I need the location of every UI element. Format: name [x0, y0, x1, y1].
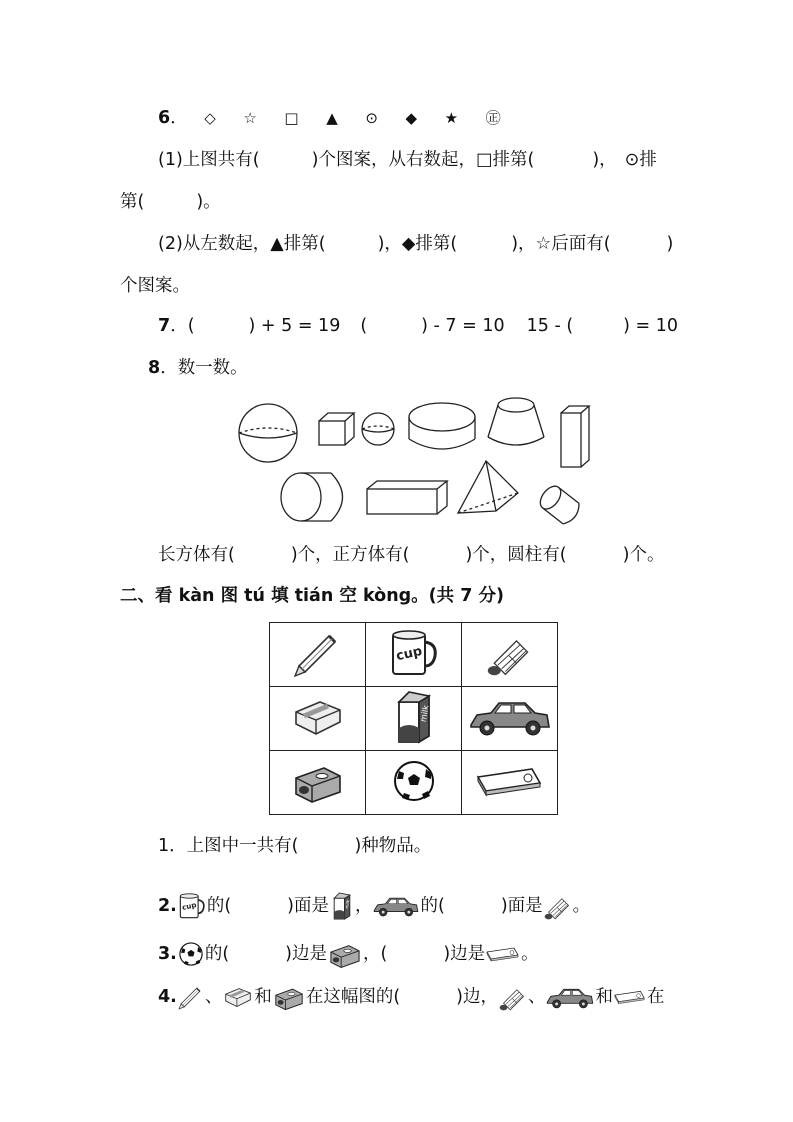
milk-icon: [389, 688, 439, 746]
tall-cuboid-icon: [561, 406, 589, 467]
shuttlecock-icon: [485, 626, 535, 680]
pencil-icon: [291, 626, 345, 680]
eraser-icon: [222, 983, 254, 1011]
q6-part1-line1: (1)上图共有( )个图案，从右数起，□排第( )， ⊙排: [158, 150, 657, 170]
sphere-large-icon: [239, 404, 297, 462]
sphere-small-icon: [362, 413, 394, 445]
section2-heading: 二、看 kàn 图 tú 填 tián 空 kòng。(共 7 分): [120, 586, 505, 606]
grid-cell: [270, 687, 366, 751]
shuttlecock-icon: [498, 982, 528, 1012]
grid-cell: [462, 623, 558, 687]
pencil-icon: [177, 983, 205, 1011]
triangle-filled-icon: ▲: [326, 109, 338, 127]
eraser-icon: [290, 692, 346, 742]
pencil-box-icon: [485, 945, 521, 963]
sharpener-icon: [272, 982, 306, 1012]
q8-title-line: 8．数一数。: [148, 358, 248, 378]
q6-number: 6: [158, 108, 171, 128]
grid-cell: [462, 751, 558, 815]
s2q2-line: 2. 的( )面是 ， 的( )面是 。: [158, 890, 590, 922]
cylinder-flat-icon: [409, 403, 475, 449]
circled-dot-icon: ⊙: [365, 109, 378, 127]
cup-icon: [387, 626, 441, 680]
square-outline-icon: □: [284, 109, 299, 127]
car-icon: [545, 984, 595, 1011]
milk-icon: [329, 890, 355, 922]
grid-cell: [366, 623, 462, 687]
solids-figure: [236, 393, 596, 525]
cylinder-small-icon: [536, 482, 583, 525]
football-icon: [177, 940, 205, 968]
grid-cell: [366, 751, 462, 815]
grid-cell: [270, 751, 366, 815]
star-outline-icon: ☆: [243, 109, 257, 127]
long-cuboid-icon: [367, 481, 447, 514]
q7-line: 7．( ) + 5 = 19 ( ) - 7 = 10 15 - ( ) = 10: [158, 316, 679, 336]
star-filled-icon: ★: [444, 109, 459, 127]
pencil-box-icon: [613, 988, 647, 1006]
items-grid: [269, 622, 558, 815]
pyramid-icon: [458, 461, 518, 513]
cup-icon: [177, 891, 207, 921]
football-icon: [390, 757, 438, 805]
circled-zheng-icon: ㊣: [485, 109, 501, 127]
pencil-box-icon: [474, 763, 546, 799]
grid-cell: [366, 687, 462, 751]
frustum-icon: [488, 398, 544, 445]
sharpener-icon: [290, 756, 346, 806]
s2q3-line: 3. 的( )边是 ，( )边是 。: [158, 938, 539, 970]
q6-part2-line2: 个图案。: [120, 276, 190, 296]
car-icon: [467, 695, 553, 739]
shuttlecock-icon: [543, 891, 573, 921]
cylinder-horizontal-icon: [281, 473, 343, 521]
q6-part1-line2: 第( )。: [120, 192, 221, 212]
q6-symbols-line: 6． ◇ ☆ □ ▲ ⊙ ◆ ★ ㊣: [158, 108, 501, 128]
cube-icon: [319, 413, 354, 445]
diamond-outline-icon: ◇: [204, 109, 216, 127]
grid-cell: [270, 623, 366, 687]
car-icon: [372, 893, 420, 919]
grid-cell: [462, 687, 558, 751]
sharpener-icon: [327, 938, 363, 970]
s2q1-line: 1．上图中一共有( )种物品。: [158, 836, 432, 856]
diamond-filled-icon: ◆: [405, 109, 418, 127]
q8-answer-line: 长方体有( )个，正方体有( )个，圆柱有( )个。: [158, 545, 665, 565]
q6-part2-line1: (2)从左数起，▲排第( )，◆排第( )，☆后面有( ): [158, 234, 674, 254]
s2q4-line: 4. 、 和 在这幅图的( )边， 、 和 在: [158, 982, 664, 1012]
